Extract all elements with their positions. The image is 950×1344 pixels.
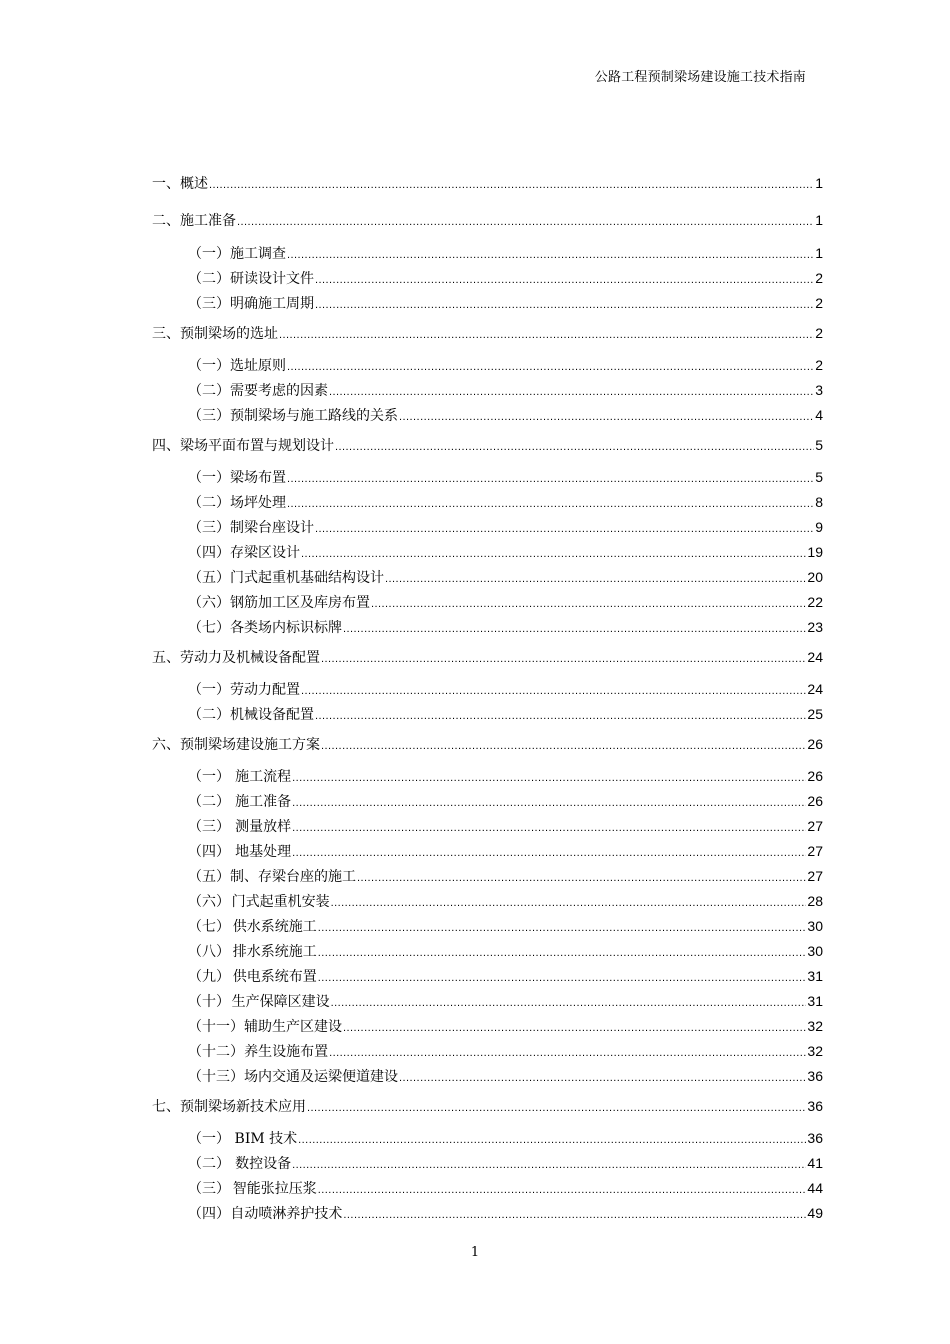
toc-dot-leader xyxy=(315,520,814,538)
toc-entry-title: 养生设施布置 xyxy=(244,1044,329,1060)
toc-page-number: 31 xyxy=(807,993,823,1009)
toc-entry-number: （十三） xyxy=(188,1069,244,1085)
toc-page-number: 31 xyxy=(807,968,823,984)
toc-entry-title: 选址原则 xyxy=(230,358,286,374)
toc-entry-title: 明确施工周期 xyxy=(230,296,314,312)
toc-section-entry[interactable] xyxy=(188,356,823,376)
toc-entry-title: 研读设计文件 xyxy=(230,271,314,287)
toc-page-number: 9 xyxy=(815,519,823,535)
toc-page-number: 44 xyxy=(807,1180,823,1196)
toc-section-entry[interactable] xyxy=(188,1129,823,1149)
toc-entry-title: 需要考虑的因素 xyxy=(230,383,328,399)
toc-entry-number: （一） xyxy=(188,358,230,374)
toc-page-number: 36 xyxy=(807,1068,823,1084)
toc-dot-leader xyxy=(343,620,806,638)
toc-page-number: 24 xyxy=(807,649,823,665)
toc-page-number: 22 xyxy=(807,594,823,610)
toc-dot-leader xyxy=(329,383,814,401)
toc-entry-title: 制、存梁台座的施工 xyxy=(230,869,356,885)
toc-section-entry[interactable] xyxy=(188,493,823,513)
toc-dot-leader xyxy=(331,894,807,912)
page-number: 1 xyxy=(470,1245,480,1260)
toc-section-entry[interactable] xyxy=(188,618,823,638)
toc-dot-leader xyxy=(318,944,807,962)
toc-dot-leader xyxy=(321,737,806,755)
toc-dot-leader xyxy=(279,326,814,344)
toc-section-entry[interactable] xyxy=(188,705,823,725)
toc-dot-leader xyxy=(292,844,806,862)
toc-section-entry[interactable] xyxy=(188,892,823,912)
toc-section-entry[interactable] xyxy=(188,1204,823,1224)
toc-section-entry[interactable] xyxy=(188,1067,823,1087)
toc-entry-title: 门式起重机基础结构设计 xyxy=(230,570,384,586)
toc-dot-leader xyxy=(315,271,814,289)
toc-dot-leader xyxy=(343,1019,806,1037)
toc-entry-title: 测量放样 xyxy=(235,819,292,835)
toc-section-entry[interactable] xyxy=(188,967,823,987)
toc-dot-leader xyxy=(237,213,814,231)
toc-dot-leader xyxy=(318,1181,807,1199)
toc-section-entry[interactable] xyxy=(188,1154,823,1174)
toc-page-number: 5 xyxy=(815,437,823,453)
toc-entry-title: 预制梁场与施工路线的关系 xyxy=(230,408,398,424)
toc-page-number: 32 xyxy=(807,1043,823,1059)
toc-dot-leader xyxy=(298,1131,806,1149)
toc-section-entry[interactable] xyxy=(188,842,823,862)
toc-entry-number: （七） xyxy=(188,919,230,935)
toc-page-number: 24 xyxy=(807,681,823,697)
toc-page-number: 36 xyxy=(807,1098,823,1114)
toc-entry-number: （十二） xyxy=(188,1044,244,1060)
toc-page-number: 1 xyxy=(815,175,823,191)
toc-entry-number: （三） xyxy=(188,819,230,835)
toc-section-entry[interactable] xyxy=(188,817,823,837)
toc-entry-title: 自动喷淋养护技术 xyxy=(230,1206,343,1222)
toc-dot-leader xyxy=(399,408,814,426)
toc-entry-title: 数控设备 xyxy=(235,1156,292,1172)
toc-entry-title: 施工流程 xyxy=(235,769,292,785)
toc-entry-number: （三） xyxy=(188,520,230,536)
toc-section-entry[interactable] xyxy=(188,381,823,401)
toc-dot-leader xyxy=(329,1044,806,1062)
toc-entry-number: （一） xyxy=(188,682,230,698)
toc-dot-leader xyxy=(301,682,806,700)
toc-dot-leader xyxy=(318,919,807,937)
toc-entry-title: 劳动力配置 xyxy=(230,682,300,698)
toc-entry-number: （一） xyxy=(188,769,230,785)
toc-entry-title: 各类场内标识标牌 xyxy=(230,620,342,636)
toc-page-number: 23 xyxy=(807,619,823,635)
toc-section-entry[interactable] xyxy=(188,518,823,538)
toc-entry-title: BIM 技术 xyxy=(234,1131,298,1147)
toc-page-number: 27 xyxy=(807,818,823,834)
toc-entry-number: （二） xyxy=(188,495,230,511)
toc-page-number: 2 xyxy=(815,325,823,341)
toc-page-number: 26 xyxy=(807,736,823,752)
toc-page-number: 25 xyxy=(807,706,823,722)
toc-entry-title: 三、预制梁场的选址 xyxy=(152,326,278,342)
toc-section-entry[interactable] xyxy=(188,1179,823,1199)
toc-dot-leader xyxy=(335,438,814,456)
toc-entry-title: 七、预制梁场新技术应用 xyxy=(152,1099,306,1115)
toc-dot-leader xyxy=(399,1069,806,1087)
toc-dot-leader xyxy=(357,869,806,887)
toc-section-entry[interactable] xyxy=(188,543,823,563)
toc-section-entry[interactable] xyxy=(188,269,823,289)
toc-page-number: 41 xyxy=(807,1155,823,1171)
toc-dot-leader xyxy=(209,176,814,194)
toc-page-number: 2 xyxy=(815,357,823,373)
toc-entry-title: 地基处理 xyxy=(235,844,292,860)
toc-entry-title: 场内交通及运梁便道建设 xyxy=(244,1069,398,1085)
toc-chapter-entry[interactable] xyxy=(152,324,823,344)
toc-entry-number: （二） xyxy=(188,383,230,399)
toc-entry-number: （四） xyxy=(188,844,230,860)
toc-entry-number: （一） xyxy=(188,1131,230,1147)
toc-dot-leader xyxy=(301,545,806,563)
toc-section-entry[interactable] xyxy=(188,568,823,588)
toc-chapter-entry[interactable] xyxy=(152,1097,823,1117)
toc-page-number: 5 xyxy=(815,469,823,485)
toc-entry-number: （四） xyxy=(188,1206,230,1222)
toc-section-entry[interactable] xyxy=(188,244,823,264)
toc-entry-number: （二） xyxy=(188,271,230,287)
toc-page-number: 26 xyxy=(807,793,823,809)
toc-entry-number: （二） xyxy=(188,1156,230,1172)
running-header: 公路工程预制梁场建设施工技术指南 xyxy=(594,70,806,85)
toc-section-entry[interactable] xyxy=(188,942,823,962)
toc-section-entry[interactable] xyxy=(188,1017,823,1037)
toc-dot-leader xyxy=(292,769,806,787)
toc-dot-leader xyxy=(315,296,814,314)
toc-entry-title: 供电系统布置 xyxy=(232,969,317,985)
toc-entry-title: 施工准备 xyxy=(235,794,292,810)
toc-page-number: 20 xyxy=(807,569,823,585)
toc-section-entry[interactable] xyxy=(188,468,823,488)
toc-entry-title: 机械设备配置 xyxy=(230,707,314,723)
toc-dot-leader xyxy=(292,794,806,812)
toc-entry-number: （五） xyxy=(188,869,230,885)
toc-chapter-entry[interactable] xyxy=(152,735,823,755)
toc-section-entry[interactable] xyxy=(188,294,823,314)
toc-entry-number: （一） xyxy=(188,246,230,262)
toc-entry-number: （十） xyxy=(188,994,230,1010)
toc-entry-number: （一） xyxy=(188,470,230,486)
toc-entry-number: （六） xyxy=(188,894,230,910)
toc-entry-number: （六） xyxy=(188,595,230,611)
toc-dot-leader xyxy=(287,246,814,264)
toc-entry-number: （三） xyxy=(188,408,230,424)
toc-page-number: 2 xyxy=(815,270,823,286)
toc-section-entry[interactable] xyxy=(188,917,823,937)
toc-entry-title: 一、概述 xyxy=(152,176,208,192)
toc-entry-title: 门式起重机安装 xyxy=(231,894,330,910)
toc-entry-number: （二） xyxy=(188,707,230,723)
toc-section-entry[interactable] xyxy=(188,767,823,787)
toc-section-entry[interactable] xyxy=(188,992,823,1012)
toc-section-entry[interactable] xyxy=(188,792,823,812)
toc-entry-title: 梁场布置 xyxy=(230,470,286,486)
toc-chapter-entry[interactable] xyxy=(152,436,823,456)
toc-entry-title: 供水系统施工 xyxy=(232,919,317,935)
toc-page-number: 30 xyxy=(807,943,823,959)
toc-page-number: 1 xyxy=(815,212,823,228)
toc-dot-leader xyxy=(343,1206,806,1224)
toc-dot-leader xyxy=(331,994,807,1012)
toc-entry-number: （十一） xyxy=(188,1019,244,1035)
toc-dot-leader xyxy=(371,595,806,613)
toc-entry-title: 四、梁场平面布置与规划设计 xyxy=(152,438,334,454)
toc-chapter-entry[interactable] xyxy=(152,174,823,194)
toc-entry-title: 六、预制梁场建设施工方案 xyxy=(152,737,320,753)
toc-chapter-entry[interactable] xyxy=(152,211,823,231)
toc-entry-number: （三） xyxy=(188,296,230,312)
toc-entry-title: 排水系统施工 xyxy=(232,944,317,960)
toc-entry-title: 场坪处理 xyxy=(230,495,286,511)
toc-section-entry[interactable] xyxy=(188,593,823,613)
toc-page-number: 27 xyxy=(807,843,823,859)
toc-dot-leader xyxy=(292,819,806,837)
toc-section-entry[interactable] xyxy=(188,406,823,426)
toc-dot-leader xyxy=(287,495,814,513)
toc-entry-title: 制梁台座设计 xyxy=(230,520,314,536)
toc-page-number: 2 xyxy=(815,295,823,311)
toc-dot-leader xyxy=(307,1099,806,1117)
toc-dot-leader xyxy=(292,1156,806,1174)
toc-page-number: 4 xyxy=(815,407,823,423)
toc-entry-number: （三） xyxy=(188,1181,230,1197)
toc-chapter-entry[interactable] xyxy=(152,648,823,668)
toc-page-number: 19 xyxy=(807,544,823,560)
toc-dot-leader xyxy=(318,969,807,987)
toc-page-number: 1 xyxy=(815,245,823,261)
toc-page-number: 28 xyxy=(807,893,823,909)
toc-page-number: 27 xyxy=(807,868,823,884)
toc-dot-leader xyxy=(287,470,814,488)
toc-entry-title: 五、劳动力及机械设备配置 xyxy=(152,650,320,666)
toc-entry-number: （四） xyxy=(188,545,230,561)
toc-entry-number: （五） xyxy=(188,570,230,586)
toc-page-number: 3 xyxy=(815,382,823,398)
toc-entry-number: （九） xyxy=(188,969,230,985)
toc-section-entry[interactable] xyxy=(188,867,823,887)
toc-entry-title: 施工调查 xyxy=(230,246,286,262)
toc-entry-number: （二） xyxy=(188,794,230,810)
toc-dot-leader xyxy=(315,707,806,725)
toc-entry-number: （八） xyxy=(188,944,230,960)
toc-page-number: 36 xyxy=(807,1130,823,1146)
toc-section-entry[interactable] xyxy=(188,680,823,700)
toc-entry-title: 智能张拉压浆 xyxy=(232,1181,317,1197)
toc-page-number: 49 xyxy=(807,1205,823,1221)
toc-dot-leader xyxy=(287,358,814,376)
toc-dot-leader xyxy=(321,650,806,668)
toc-entry-title: 生产保障区建设 xyxy=(231,994,330,1010)
toc-page-number: 32 xyxy=(807,1018,823,1034)
toc-entry-title: 二、施工准备 xyxy=(152,213,236,229)
toc-dot-leader xyxy=(385,570,806,588)
toc-page-number: 30 xyxy=(807,918,823,934)
toc-entry-number: （七） xyxy=(188,620,230,636)
toc-page-number: 8 xyxy=(815,494,823,510)
toc-page-number: 26 xyxy=(807,768,823,784)
toc-entry-title: 钢筋加工区及库房布置 xyxy=(230,595,370,611)
toc-entry-title: 存梁区设计 xyxy=(230,545,300,561)
toc-section-entry[interactable] xyxy=(188,1042,823,1062)
toc-entry-title: 辅助生产区建设 xyxy=(244,1019,342,1035)
